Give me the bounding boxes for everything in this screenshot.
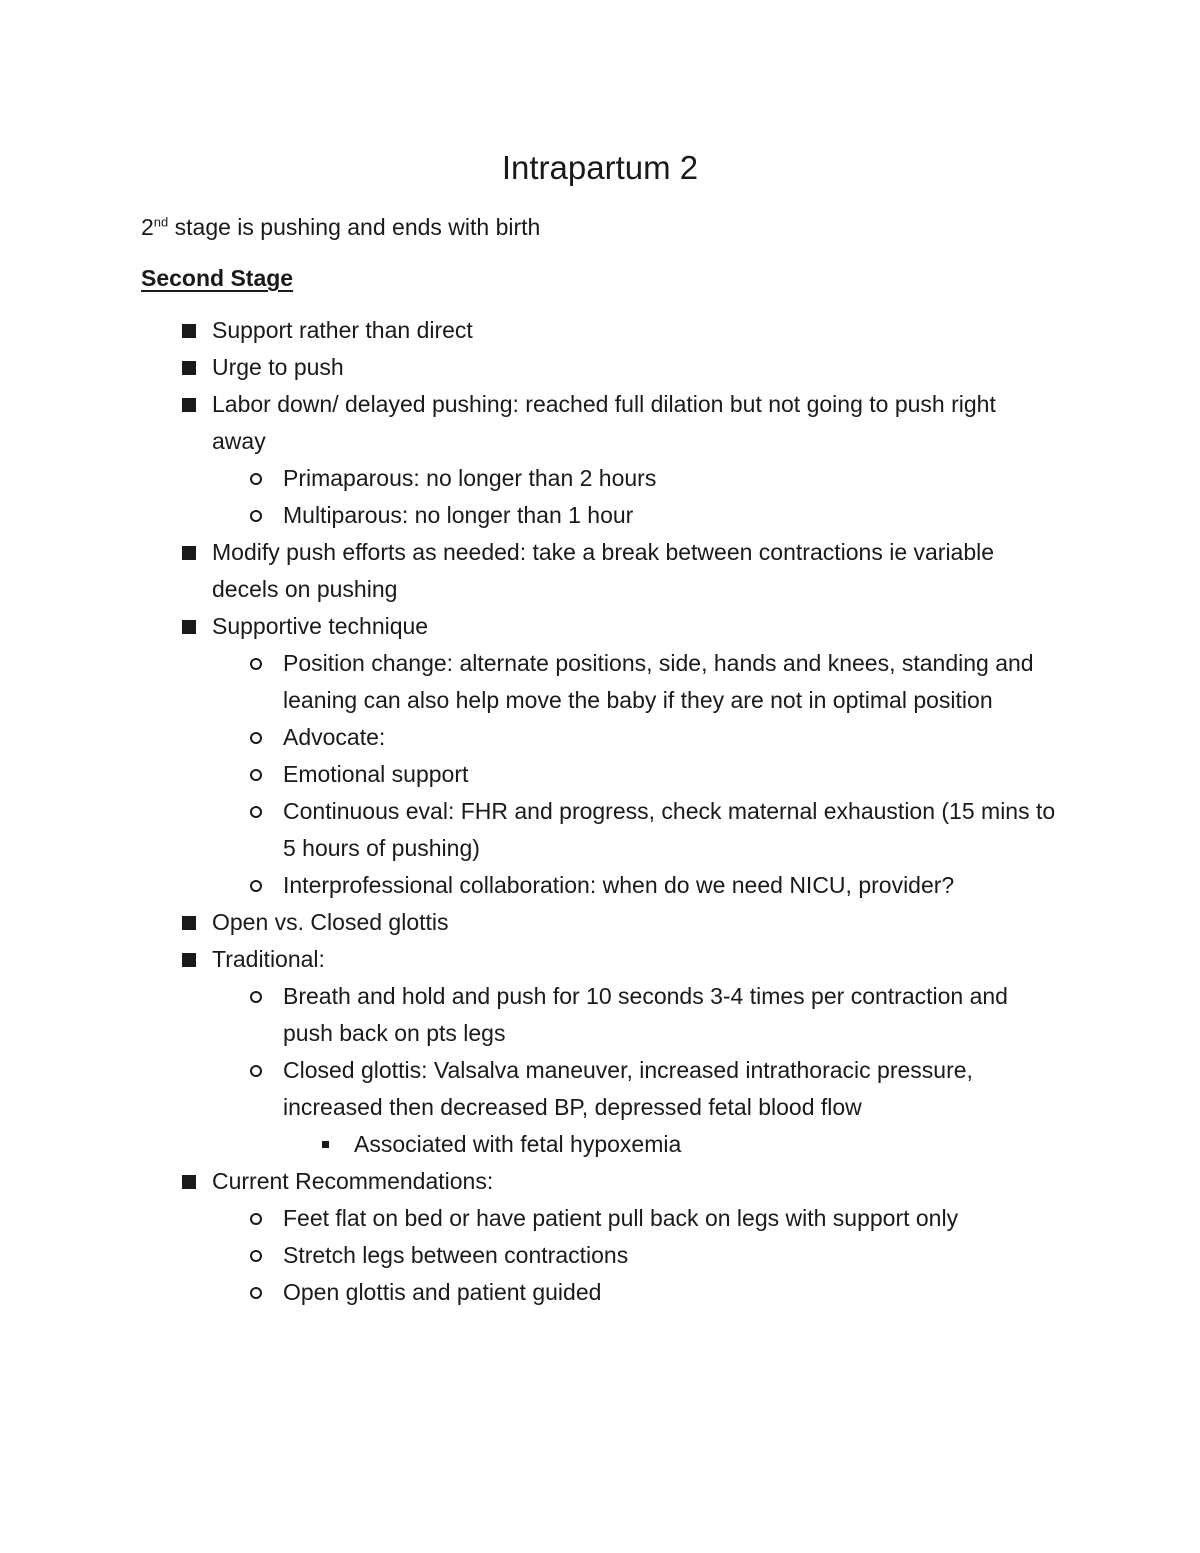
list-item-text: Primaparous: no longer than 2 hours — [283, 465, 657, 491]
list-item — [0, 1200, 1063, 1237]
list-item-text: Closed glottis: Valsalva maneuver, increased intrathoracic pressure, increased then decreased BP, depressed fetal blood flow — [283, 1057, 973, 1120]
circle-bullet-icon — [250, 497, 262, 534]
section-heading: Second Stage — [141, 265, 294, 291]
list-item-text: Position change: alternate positions, side, hands and knees, standing and leaning can also help move the baby if they are not in optimal position — [283, 650, 1034, 713]
list-item-text: Breath and hold and push for 10 seconds 3-4 times per contraction and push back on pts legs — [283, 983, 1008, 1046]
list-item — [0, 904, 1042, 941]
list-item-text: Open vs. Closed glottis — [212, 909, 449, 935]
small-square-bullet-icon — [322, 1126, 329, 1163]
list-item — [0, 497, 1063, 534]
intro-number: 2 — [141, 214, 154, 240]
intro-line — [141, 210, 540, 244]
list-item-text: Interprofessional collaboration: when do we need NICU, provider? — [283, 872, 955, 898]
list-item — [0, 941, 1042, 978]
list-item-text: Supportive technique — [212, 613, 429, 639]
bullet-list — [0, 312, 1200, 1311]
list-item — [0, 1274, 1063, 1311]
list-item — [0, 312, 1042, 349]
circle-bullet-icon — [250, 793, 262, 830]
list-item-text: Continuous eval: FHR and progress, check maternal exhaustion (15 mins to 5 hours of pushing) — [283, 798, 1056, 861]
list-item-text: Labor down/ delayed pushing: reached full dilation but not going to push right away — [212, 391, 996, 454]
list-item — [0, 534, 1042, 608]
circle-bullet-icon — [250, 756, 262, 793]
list-item — [0, 349, 1042, 386]
square-bullet-icon — [182, 1163, 196, 1200]
circle-bullet-icon — [250, 645, 262, 682]
list-item-text: Associated with fetal hypoxemia — [354, 1131, 682, 1157]
list-item — [0, 793, 1063, 867]
square-bullet-icon — [182, 312, 196, 349]
list-item-text: Urge to push — [212, 354, 344, 380]
list-item — [0, 608, 1042, 645]
list-item — [0, 1126, 1054, 1163]
list-item — [0, 867, 1063, 904]
circle-bullet-icon — [250, 719, 262, 756]
square-bullet-icon — [182, 386, 196, 423]
square-bullet-icon — [182, 904, 196, 941]
circle-bullet-icon — [250, 1274, 262, 1311]
list-item — [0, 756, 1063, 793]
list-item-text: Current Recommendations: — [212, 1168, 494, 1194]
square-bullet-icon — [182, 349, 196, 386]
list-item-text: Traditional: — [212, 946, 325, 972]
circle-bullet-icon — [250, 1237, 262, 1274]
list-item-text: Open glottis and patient guided — [283, 1279, 602, 1305]
list-item — [0, 460, 1063, 497]
document-title: Intrapartum 2 — [501, 149, 699, 186]
list-item — [0, 386, 1042, 460]
list-item-text: Feet flat on bed or have patient pull back on legs with support only — [283, 1205, 959, 1231]
square-bullet-icon — [182, 608, 196, 645]
list-item-text: Advocate: — [283, 724, 386, 750]
list-item-text: Stretch legs between contractions — [283, 1242, 629, 1268]
circle-bullet-icon — [250, 867, 262, 904]
intro-superscript: nd — [153, 214, 169, 230]
list-item — [0, 1163, 1042, 1200]
list-item — [0, 645, 1063, 719]
square-bullet-icon — [182, 534, 196, 571]
intro-text: stage is pushing and ends with birth — [168, 214, 541, 240]
list-item — [0, 719, 1063, 756]
circle-bullet-icon — [250, 1052, 262, 1089]
list-item-text: Modify push efforts as needed: take a break between contractions ie variable decels on pushing — [212, 539, 995, 602]
list-item-text: Multiparous: no longer than 1 hour — [283, 502, 634, 528]
list-item — [0, 1052, 1063, 1126]
circle-bullet-icon — [250, 1200, 262, 1237]
list-item — [0, 1237, 1063, 1274]
list-item-text: Support rather than direct — [212, 317, 473, 343]
list-item-text: Emotional support — [283, 761, 469, 787]
list-item — [0, 978, 1063, 1052]
circle-bullet-icon — [250, 978, 262, 1015]
circle-bullet-icon — [250, 460, 262, 497]
square-bullet-icon — [182, 941, 196, 978]
